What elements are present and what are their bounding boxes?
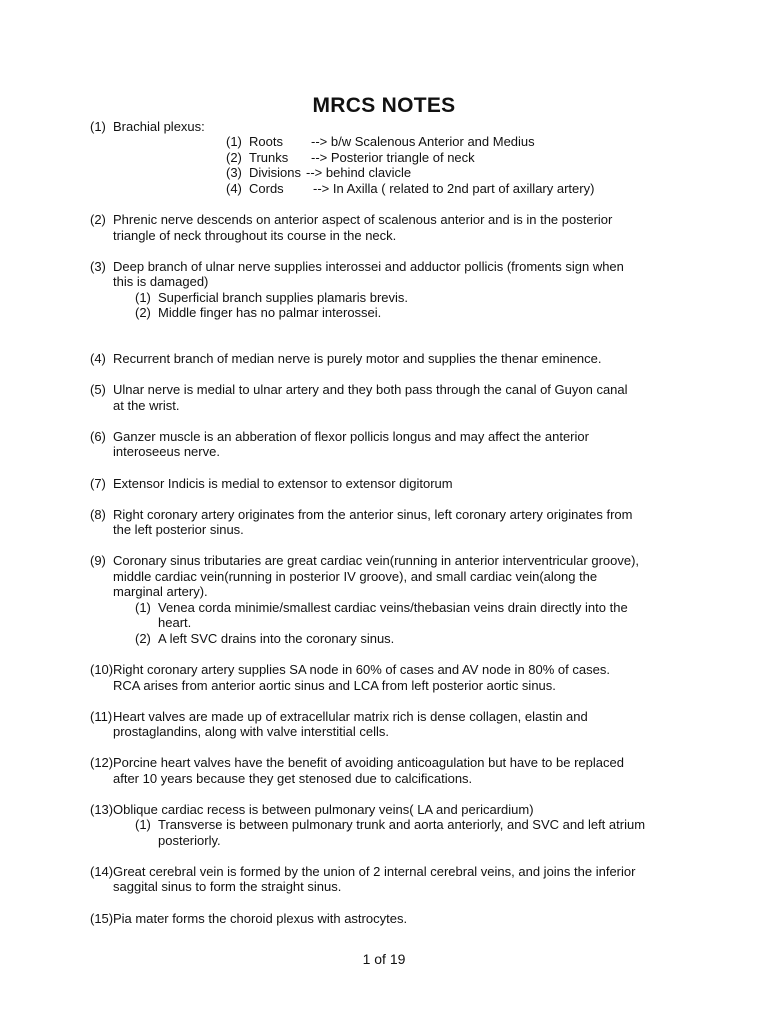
item-9-sub-1-line-2: heart. — [158, 615, 192, 630]
plexus-trunks-desc: --> Posterior triangle of neck — [311, 150, 475, 165]
item-1-number: (1) — [90, 119, 106, 134]
item-13-number: (13) — [90, 802, 114, 817]
item-9-sub-1-number: (1) — [135, 600, 151, 615]
item-3-number: (3) — [90, 259, 106, 274]
plexus-trunks-label: Trunks — [249, 150, 289, 165]
item-6-line-2: interoseeus nerve. — [113, 444, 220, 459]
item-10-line-2: RCA arises from anterior aortic sinus and LCA from left posterior aortic sinus. — [113, 678, 556, 693]
plexus-cords-number: (4) — [226, 181, 242, 196]
item-4-number: (4) — [90, 351, 106, 366]
item-9-sub-2-number: (2) — [135, 631, 151, 646]
item-11-line-2: prostaglandins, along with valve interstitial cells. — [113, 724, 390, 739]
item-1-text: Brachial plexus: — [113, 119, 205, 134]
item-3-sub-1-text: Superficial branch supplies plamaris brevis. — [158, 290, 409, 305]
plexus-roots-number: (1) — [226, 134, 242, 149]
item-9-sub-2-text: A left SVC drains into the coronary sinus. — [158, 631, 395, 646]
item-15-line-1: Pia mater forms the choroid plexus with astrocytes. — [113, 911, 408, 926]
item-2-line-2: triangle of neck throughout its course in the neck. — [113, 228, 397, 243]
item-3-line-2: this is damaged) — [113, 274, 209, 289]
item-14-line-2: saggital sinus to form the straight sinus. — [113, 879, 342, 894]
item-9-line-1: Coronary sinus tributaries are great cardiac vein(running in anterior interventricular groove), — [113, 553, 640, 568]
item-11-line-1: Heart valves are made up of extracellular matrix rich is dense collagen, elastin and — [113, 709, 588, 724]
item-2-number: (2) — [90, 212, 106, 227]
item-3-sub-2-number: (2) — [135, 305, 151, 320]
item-14-number: (14) — [90, 864, 114, 879]
item-3-sub-1-number: (1) — [135, 290, 151, 305]
item-9-line-2: middle cardiac vein(running in posterior IV groove), and small cardiac vein(along the — [113, 569, 598, 584]
item-9-line-3: marginal artery). — [113, 584, 208, 599]
item-7-line-1: Extensor Indicis is medial to extensor to extensor digitorum — [113, 476, 453, 491]
item-8-line-1: Right coronary artery originates from the anterior sinus, left coronary artery originates from — [113, 507, 633, 522]
item-5-line-1: Ulnar nerve is medial to ulnar artery and they both pass through the canal of Guyon canal — [113, 382, 628, 397]
item-3-line-1: Deep branch of ulnar nerve supplies interossei and adductor pollicis (froments sign when — [113, 259, 624, 274]
plexus-divisions-number: (3) — [226, 165, 242, 180]
item-15-number: (15) — [90, 911, 114, 926]
item-8-line-2: the left posterior sinus. — [113, 522, 244, 537]
plexus-divisions-desc: --> behind clavicle — [306, 165, 412, 180]
item-7-number: (7) — [90, 476, 106, 491]
item-8-number: (8) — [90, 507, 106, 522]
plexus-trunks-number: (2) — [226, 150, 242, 165]
item-13-sub-1-number: (1) — [135, 817, 151, 832]
item-10-number: (10) — [90, 662, 114, 677]
item-10-line-1: Right coronary artery supplies SA node in 60% of cases and AV node in 80% of cases. — [113, 662, 610, 677]
item-12-line-1: Porcine heart valves have the benefit of avoiding anticoagulation but have to be replaced — [113, 755, 624, 770]
item-11-number: (11) — [90, 709, 113, 724]
plexus-roots-desc: --> b/w Scalenous Anterior and Medius — [311, 134, 535, 149]
item-6-number: (6) — [90, 429, 106, 444]
item-14-line-1: Great cerebral vein is formed by the union of 2 internal cerebral veins, and joins the inferior — [113, 864, 636, 879]
item-2-line-1: Phrenic nerve descends on anterior aspect of scalenous anterior and is in the posterior — [113, 212, 613, 227]
plexus-roots-label: Roots — [249, 134, 283, 149]
item-5-number: (5) — [90, 382, 106, 397]
item-13-sub-1-line-2: posteriorly. — [158, 833, 221, 848]
item-13-line-1: Oblique cardiac recess is between pulmonary veins( LA and pericardium) — [113, 802, 534, 817]
plexus-divisions-label: Divisions — [249, 165, 302, 180]
item-9-sub-1-line-1: Venea corda minimie/smallest cardiac veins/thebasian veins drain directly into the — [158, 600, 628, 615]
item-9-number: (9) — [90, 553, 106, 568]
item-3-sub-2-text: Middle finger has no palmar interossei. — [158, 305, 382, 320]
item-6-line-1: Ganzer muscle is an abberation of flexor pollicis longus and may affect the anterior — [113, 429, 589, 444]
page-title: MRCS NOTES — [312, 94, 456, 117]
item-12-number: (12) — [90, 755, 114, 770]
plexus-cords-desc: --> In Axilla ( related to 2nd part of axillary artery) — [313, 181, 595, 196]
item-13-sub-1-line-1: Transverse is between pulmonary trunk and aorta anteriorly, and SVC and left atrium — [158, 817, 646, 832]
page-number: 1 of 19 — [362, 951, 406, 967]
item-5-line-2: at the wrist. — [113, 398, 180, 413]
item-4-line-1: Recurrent branch of median nerve is purely motor and supplies the thenar eminence. — [113, 351, 602, 366]
plexus-cords-label: Cords — [249, 181, 284, 196]
item-12-line-2: after 10 years because they get stenosed due to calcifications. — [113, 771, 473, 786]
